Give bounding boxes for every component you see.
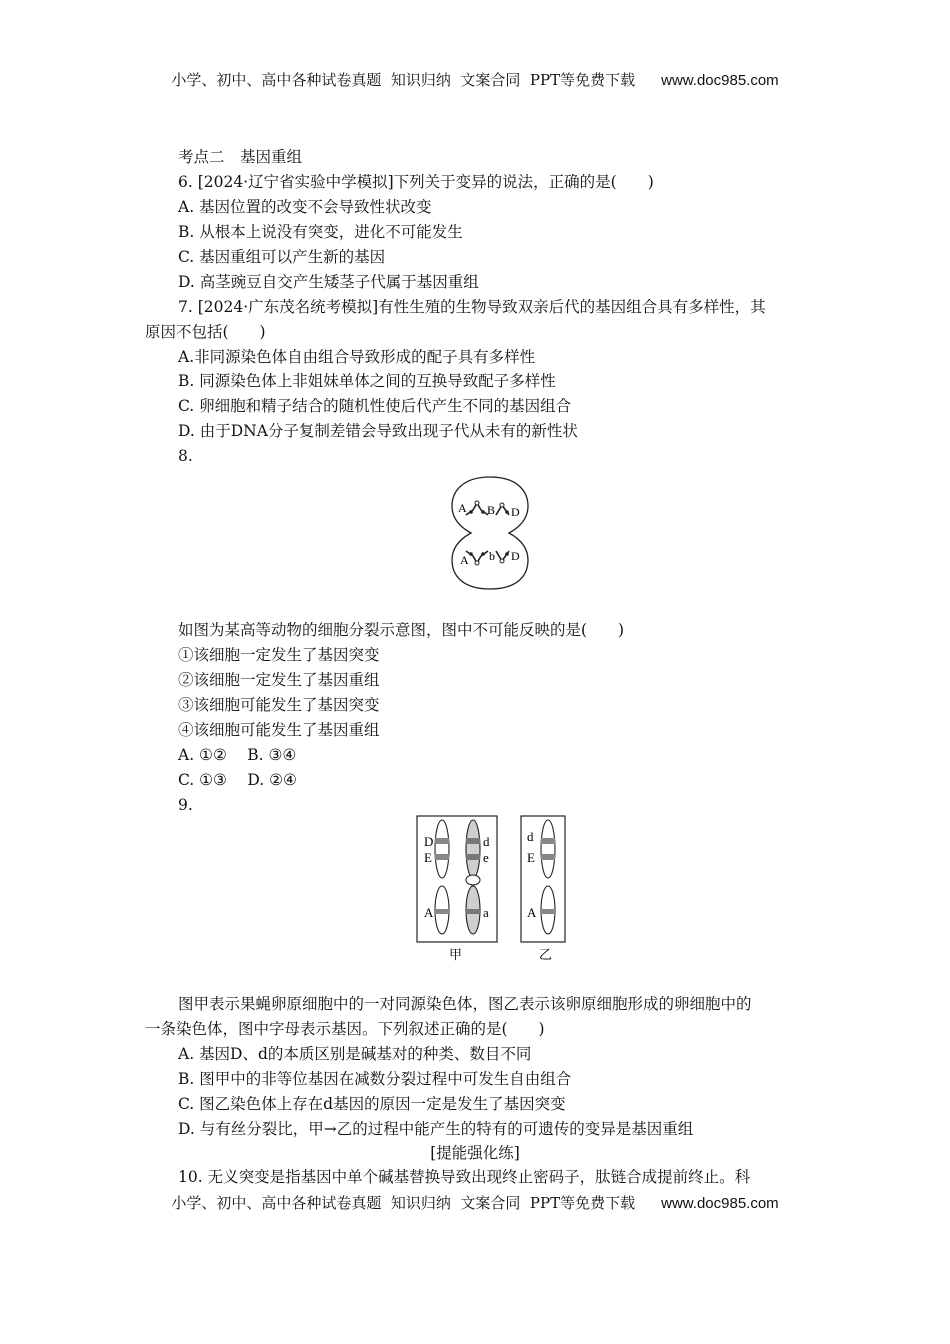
q9-option-c: C. 图乙染色体上存在d基因的原因一定是发生了基因突变 [178, 1095, 566, 1113]
jia-right-gene-a: a [483, 905, 489, 920]
footer-text: 小学、初中、高中各种试卷真题 知识归纳 文案合同 PPT等免费下载 [171, 1194, 636, 1212]
q9-option-a: A. 基因D、d的本质区别是碱基对的种类、数目不同 [178, 1045, 532, 1063]
q6-option-b: B. 从根本上说没有突变，进化不可能发生 [178, 223, 463, 241]
q9-chromosome-figure [415, 814, 575, 966]
yi-chromosome [541, 820, 555, 934]
gene-dot [481, 510, 485, 514]
cell-outline [452, 477, 528, 589]
yi-gene-a: A [527, 905, 537, 920]
gene-dot [469, 510, 473, 514]
gene-dot [505, 552, 509, 556]
q9-stem-line1: 图甲表示果蝇卵原细胞中的一对同源染色体，图乙表示该卵原细胞形成的卵细胞中的 [178, 995, 752, 1013]
q9-stem-line2: 一条染色体，图中字母表示基因。下列叙述正确的是( ) [145, 1020, 545, 1038]
header-text: 小学、初中、高中各种试卷真题 知识归纳 文案合同 PPT等免费下载 [171, 71, 636, 89]
jia-left-chromosome [435, 820, 449, 934]
yi-gene-d: d [527, 829, 534, 844]
bottom-gene-label-d: D [511, 549, 520, 563]
q8-statement-3: ③该细胞可能发生了基因突变 [178, 696, 380, 714]
q8-statement-4: ④该细胞可能发生了基因重组 [178, 721, 380, 739]
q6-option-c: C. 基因重组可以产生新的基因 [178, 248, 386, 266]
q6-option-d: D. 高茎豌豆自交产生矮茎子代属于基因重组 [178, 273, 479, 291]
jia-right-gene-d: d [483, 834, 490, 849]
centromere [500, 559, 504, 563]
gene-dot [505, 510, 509, 514]
footer-site: www.doc985.com [661, 1195, 779, 1212]
bottom-gene-label-a: A [460, 553, 469, 567]
q8-options-row1: A. ①② B. ③④ [178, 746, 297, 764]
yi-gene-e: E [527, 850, 535, 865]
jia-left-gene-e: E [424, 850, 432, 865]
q7-option-a: A.非同源染色体自由组合导致形成的配子具有多样性 [178, 348, 536, 366]
yi-label: 乙 [539, 947, 553, 962]
jia-label: 甲 [449, 947, 463, 962]
top-gene-label-d: D [511, 505, 520, 519]
q8-cell-division-figure [449, 472, 531, 594]
q8-statement-1: ①该细胞一定发生了基因突变 [178, 646, 380, 664]
q8-options-row2: C. ①③ D. ②④ [178, 771, 297, 789]
gene-dot [469, 552, 473, 556]
q7-option-d: D. 由于DNA分子复制差错会导致出现子代从未有的新性状 [178, 422, 578, 440]
top-gene-label-a: A [458, 501, 467, 515]
gene-dot [481, 552, 485, 556]
q7-option-c: C. 卵细胞和精子结合的随机性使后代产生不同的基因组合 [178, 397, 572, 415]
q7-stem-line1: 7. [2024·广东茂名统考模拟]有性生殖的生物导致双亲后代的基因组合具有多样性，其 [178, 298, 766, 316]
top-gene-label-b: B [487, 503, 496, 517]
q8-statement-2: ②该细胞一定发生了基因重组 [178, 671, 380, 689]
q6-stem: 6. [2024·辽宁省实验中学模拟]下列关于变异的说法，正确的是( ) [178, 173, 654, 191]
q6-option-a: A. 基因位置的改变不会导致性状改变 [178, 198, 432, 216]
centromere [475, 561, 479, 565]
q7-option-b: B. 同源染色体上非姐妹单体之间的互换导致配子多样性 [178, 372, 556, 390]
q9-option-b: B. 图甲中的非等位基因在减数分裂过程中可发生自由组合 [178, 1070, 572, 1088]
centromere [500, 503, 504, 507]
q7-stem-line2: 原因不包括( ) [145, 323, 266, 341]
section-title: 考点二 基因重组 [178, 148, 303, 166]
header-site: www.doc985.com [661, 72, 779, 89]
page-header [0, 69, 950, 90]
jia-left-gene-d: D [424, 834, 434, 849]
jia-left-gene-a: A [424, 905, 434, 920]
jia-right-gene-e: e [483, 850, 489, 865]
subsection-title: [提能强化练] [430, 1144, 520, 1162]
q10-line1: 10. 无义突变是指基因中单个碱基替换导致出现终止密码子，肽链合成提前终止。科 [178, 1168, 751, 1186]
q9-number: 9. [178, 796, 193, 814]
q8-number: 8. [178, 447, 193, 465]
centromere [475, 501, 479, 505]
q9-option-d: D. 与有丝分裂比，甲→乙的过程中能产生的特有的可遗传的变异是基因重组 [178, 1120, 694, 1138]
jia-right-chromosome [466, 820, 480, 934]
bottom-gene-label-b: b [489, 549, 495, 563]
q8-stem: 如图为某高等动物的细胞分裂示意图，图中不可能反映的是( ) [178, 621, 625, 639]
page-footer [0, 1192, 950, 1213]
